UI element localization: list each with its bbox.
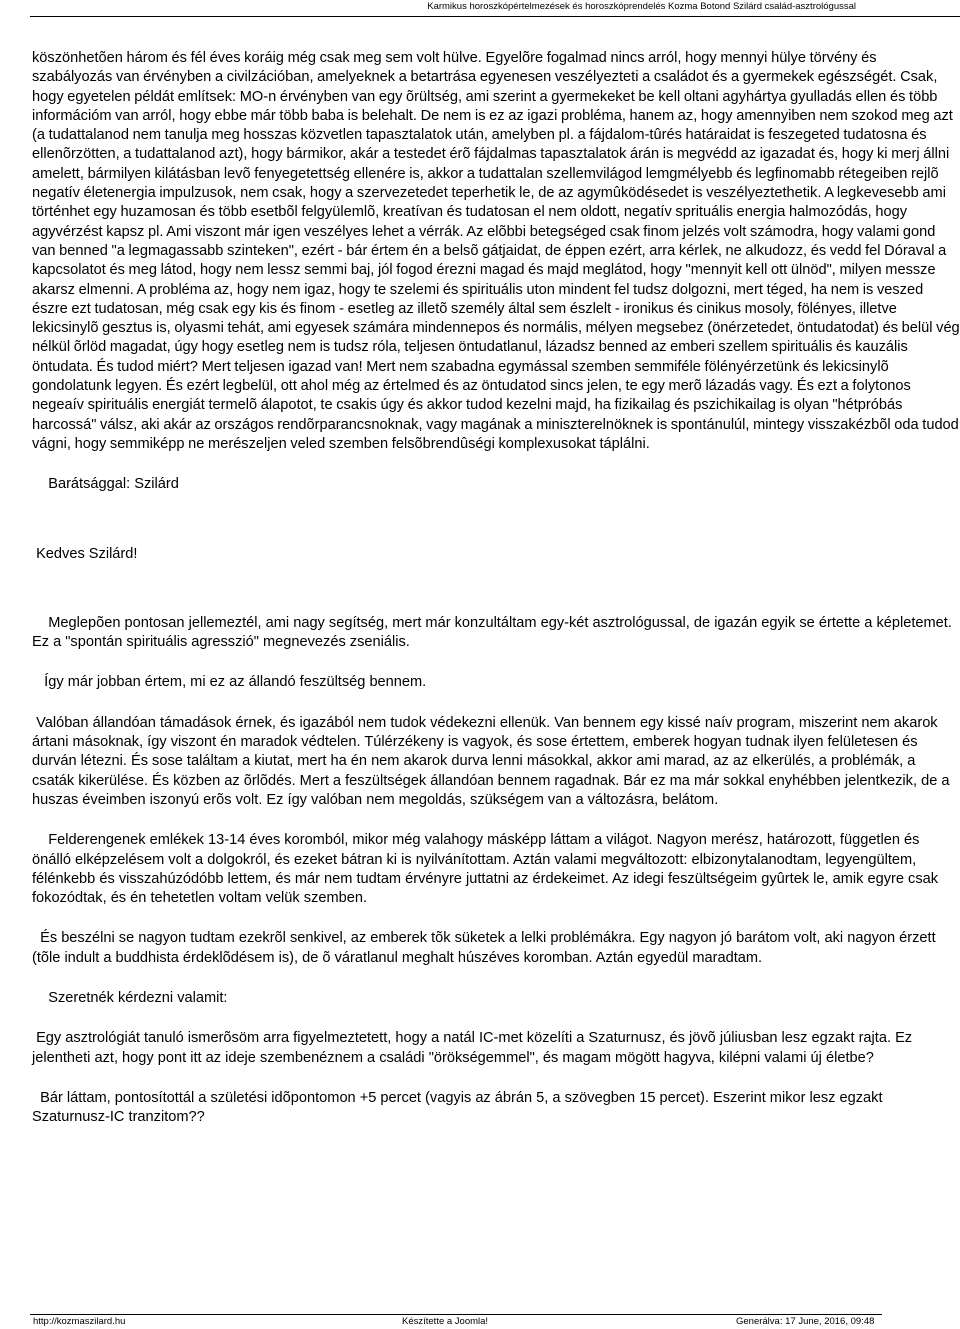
- page-footer: [0, 1314, 960, 1329]
- article-paragraph: köszönhetõen három és fél éves koráig még csak meg sem volt hülve. Egyelõre fogalmad nincs arról, hogy mennyi hülye törvény és szabályozás van érvényben a civilzációban, amelyeknek a betartrása egyenesen veszélyezteti a családot és a gyermekek egészségét. Csak, hogy egyetelen példát említsek: MO-n érvényben van egy õrültség, ami szerint a gyermekeket be kell oltani agyhártya gyulladás ellen és több információm van arról, hogy ebbe már több baba is belehalt. De nem is ez az igazi probléma, hanem az, hogy amennyiben nem szokod meg azt (a tudattalanod nem tanulja meg hosszas közvetlen tapasztalatok után, amelyben pl. a fájdalom-tûrés határaidat is feszegeted tudatosna és ellenõrzötten, a tudattalanod azt), hogy bármikor, akár a testedet érõ fájdalmas tapasztalatok árán is megvédd az igazadat és, hogy ki merj állni amelett, bármilyen kilátásban levõ fenyegetettség ellenére is, akkor a tudattalan szellemvilágod lemgmélyebb és legfinomabb rétegeiben rejlõ negatív életenergia impulzusok, nem csak, hogy a szervezetedet teperhetik le, de az agymûködésedet is veszélyeztethetik. A legkevesebb ami történhet egy huzamosan és több esetbõl felgyülemlõ, kreatívan és tudatosan el nem oldott, negatív sprituális energia halmozódás, hogy agyvérzést kapsz pl. Ami viszont már igen veszélyes lehet a vérrák. Az elõbbi betegséged csak finom jelzés volt számodra, hogy valami gond van benned "a legmagassabb szinteken", ezért - bár értem én a belsõ gátjaidat, de éppen ezért, arra kérlek, ne alkudozz, és vedd fel Dóraval a kapcsolatot és meg látod, hogy nem lessz semmi baj, jól fogod érezni magad és majd meglátod, hogy "mennyit kell ott ülnöd", milyen messze akarsz elmenni. A probléma az, hogy nem igaz, hogy te szelemi és spirituális uton mindent fel tudsz dolgozni, mert téged, ha nem is veszed észre ezt tudatosan, még csak egy kis és finom - esetleg az illetõ személy által sem észlelt - ironikus és cinikus mosoly, fölényes, illetve lekicsinylõ gesztus is, olyasmi tehát, ami egyesek számára mindennepos és normális, mélyen megsebez (önérzetedet, öntudatodat) és belül vég nélkül õrlöd magadat, úgy hogy esetleg nem is tudsz róla, teljesen öntudatlanul, lázadsz benned az emberi szellem spirituális és kauzális öntudata. És tudod miért? Mert teljesen igazad van! Mert nem szabadna egymással szemben semmiféle fölényérzetünk és lekicsinylõ gondolatunk legyen. És ezért legbelül, ott ahol még az értelmed és az öntudatod sincs jelen, te egy merõ lázadás vagy. És ezt a folytonos negeaív spirituális energiát termelõ álapotot, te csakis úgy és akkor tudod kezelni majd, ha fizikailag és pszichikailag is olyan "hétpróbás harcossá" válsz, aki akár az országos rendõrparancsnoknak, vagy magának a miniszterelnöknek is spontánulúl, mintegy visszakézbõl oda tudod vágni, hogy semmiképp ne merészeljen veled szemben felsõbrendûségi komplexusokat táplálni.: [32, 50, 960, 452]
- page-header: [0, 0, 960, 14]
- letter-paragraph: Meglepõen pontosan jellemeztél, ami nagy segítség, mert már konzultáltam egy-két asztrológussal, de igazán egyik se értette a képletemet. Ez a "spontán spirituális agresszió" megnevezés zseniális.: [32, 614, 956, 651]
- letter-paragraph: Felderengenek emlékek 13-14 éves koromból, mikor még valahogy másképp láttam a világot. Nagyon merész, határozott, független és önálló elképzelésem volt a dolgokról, és ezeket bátran ki is nyilvánítottam. Aztán valami megváltozott: elbizonytalanodtam, legyengültem, félénkebb és visszahúzódóbb lettem, és már nem tudtam érvényre juttatni az érdekeimet. Az idegi feszültségeim gyûrtek le, amik egyre csak fokozódtak, és én tehetetlen voltam velük szemben.: [32, 832, 943, 907]
- letter-paragraph: És beszélni se nagyon tudtam ezekrõl senkivel, az emberek tõk süketek a lelki problémákra. Egy nagyon jó barátom volt, aki nagyon érzett (tõle indult a buddhista érdeklõdésem is), de õ váratlanul meghalt húszéves koromban. Aztán egyedül maradtam.: [32, 930, 940, 966]
- footer-generated-date: Generálva: 17 June, 2016, 09:48: [736, 1316, 875, 1327]
- letter-paragraph: Szeretnék kérdezni valamit:: [32, 989, 228, 1006]
- greeting: Kedves Szilárd!: [32, 545, 138, 562]
- header-divider: [30, 16, 960, 17]
- letter-paragraph: Így már jobban értem, mi ez az állandó feszültség bennem.: [32, 674, 427, 691]
- letter-paragraph: Valóban állandóan támadások érnek, és igazából nem tudok védekezni ellenük. Van bennem egy kissé naív program, miszerint nem akarok ártani másoknak, így viszont én maradok védtelen. Túlérzékeny is vagyok, és sose értettem, emberek hogyan tudnak ilyen felületesen és durván létezni. És sose találtam a kiutat, mert ha én nem akarok durva lenni másokkal, akkor ami marad, az az elkerülés, a problémák, a csaták kikerülése. És közben az õrlõdés. Mert a feszültségek állandóan bennem ragadnak. Bár ez ma már sokkal enyhébben jelentkezik, de a huszas éveimben iszonyú erõs volt. Ez így valóban nem megoldás, szükségem van a változásra, belátom.: [32, 714, 954, 808]
- closing-signature: Barátsággal: Szilárd: [32, 476, 179, 493]
- article-body: [32, 49, 960, 1127]
- footer-site-link[interactable]: http://kozmaszilard.hu: [33, 1316, 126, 1327]
- header-title: Karmikus horoszkópértelmezések és horoszkóprendelés Kozma Botond Szilárd család-asztrológussal: [427, 1, 856, 12]
- footer-divider: [30, 1314, 882, 1315]
- letter-paragraph: Bár láttam, pontosítottál a születési idõpontomon +5 percet (vagyis az ábrán 5, a szövegben 15 percet). Eszerint mikor lesz egzakt Szaturnusz-IC tranzitom??: [32, 1089, 887, 1126]
- letter-paragraph: Egy asztrológiát tanuló ismerõsöm arra figyelmeztetett, hogy a natál IC-met közelíti a Szaturnusz, és jövõ júliusban lesz egzakt rajta. Ez jelentheti azt, hogy pont itt az ideje szembenéznem a családi "örökségemmel", és magam mögött hagyva, kilépni valami új életbe?: [32, 1030, 917, 1066]
- footer-credit: Készítette a Joomla!: [402, 1316, 489, 1327]
